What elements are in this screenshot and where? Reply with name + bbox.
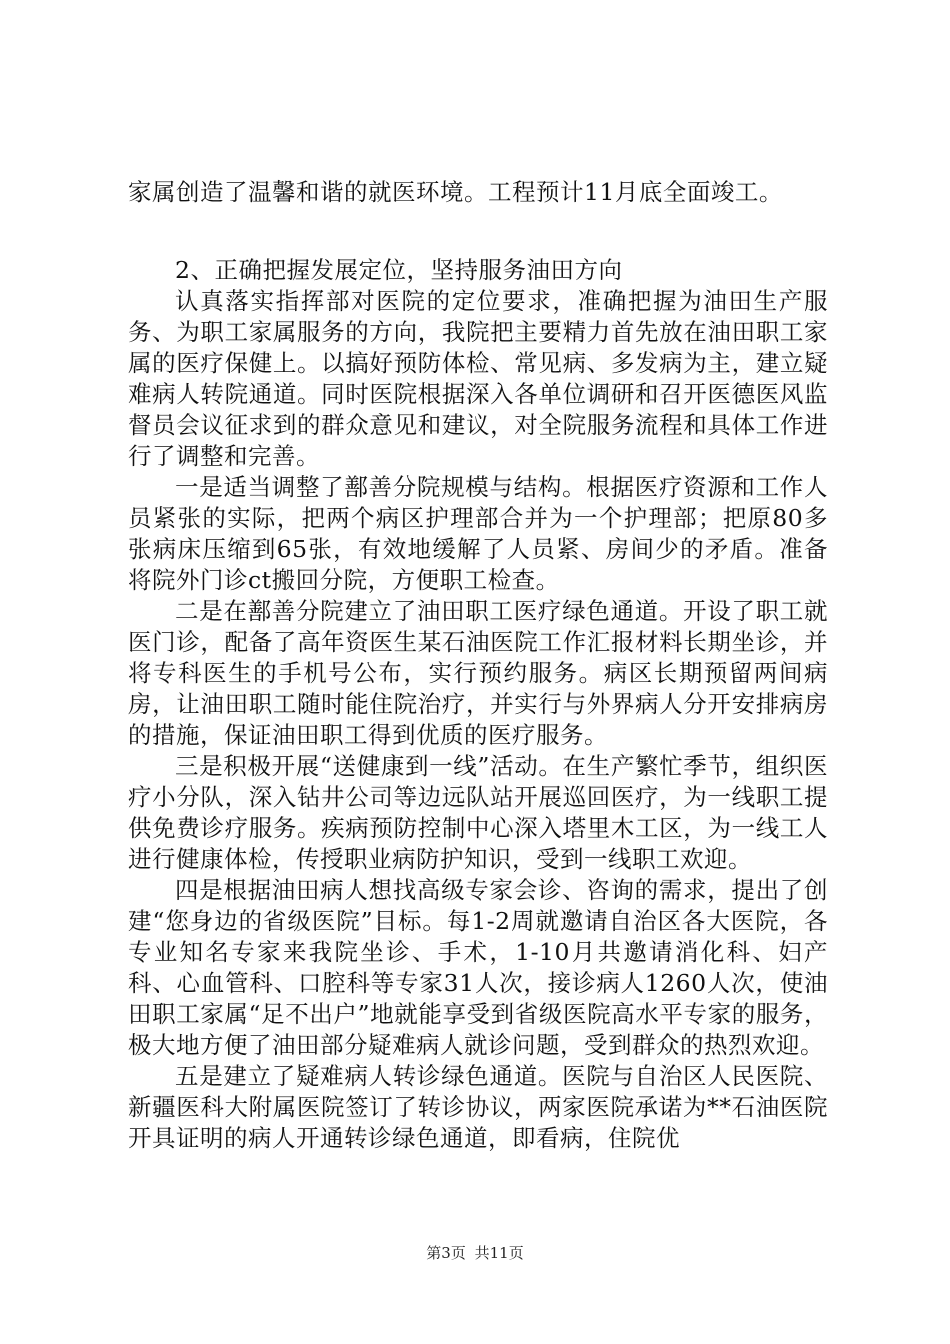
continuation-paragraph: 家属创造了温馨和谐的就医环境。工程预计11月底全面竣工。 <box>128 178 783 206</box>
continuation-text-block <box>128 177 828 208</box>
body-paragraph: 二是在鄯善分院建立了油田职工医疗绿色通道。开设了职工就医门诊，配备了高年资医生某石油医院工作汇报材料长期坐诊，并将专科医生的手机号公布，实行预约服务。病区长期预留两间病房，让油田职工随时能住院治疗，并实行与外界病人分开安排病房的措施，保证油田职工得到优质的医疗服务。 <box>128 597 828 749</box>
body-paragraph: 认真落实指挥部对医院的定位要求，准确把握为油田生产服务、为职工家属服务的方向，我院把主要精力首先放在油田职工家属的医疗保健上。以搞好预防体检、常见病、多发病为主，建立疑难病人转院通道。同时医院根据深入各单位调研和召开医德医风监督员会议征求到的群众意见和建议，对全院服务流程和具体工作进行了调整和完善。 <box>128 287 828 470</box>
main-body-text <box>128 255 828 1154</box>
body-paragraph: 三是积极开展“送健康到一线”活动。在生产繁忙季节，组织医疗小分队，深入钻井公司等边远队站开展巡回医疗，为一线职工提供免费诊疗服务。疾病预防控制中心深入塔里木工区，为一线工人进行健康体检，传授职业病防护知识，受到一线职工欢迎。 <box>128 752 828 873</box>
page-number: 第3页 <box>426 1244 466 1262</box>
page-footer <box>0 1243 950 1263</box>
body-paragraph: 一是适当调整了鄯善分院规模与结构。根据医疗资源和工作人员紧张的实际，把两个病区护理部合并为一个护理部；把原80多张病床压缩到65张，有效地缓解了人员紧、房间少的矛盾。准备将院外门诊ct搬回分院，方便职工检查。 <box>128 473 828 594</box>
page-total: 共11页 <box>474 1244 524 1262</box>
body-paragraph: 五是建立了疑难病人转诊绿色通道。医院与自治区人民医院、新疆医科大附属医院签订了转诊协议，两家医院承诺为**石油医院开具证明的病人开通转诊绿色通道，即看病，住院优 <box>128 1062 828 1152</box>
section-heading: 2、正确把握发展定位，坚持服务油田方向 <box>175 256 623 284</box>
body-paragraph: 四是根据油田病人想找高级专家会诊、咨询的需求，提出了创建“您身边的省级医院”目标。每1-2周就邀请自治区各大医院，各专业知名专家来我院坐诊、手术，1-10月共邀请消化科、妇产科、心血管科、口腔科等专家31人次，接诊病人1260人次，使油田职工家属“足不出户”地就能享受到省级医院高水平专家的服务，极大地方便了油田部分疑难病人就诊问题，受到群众的热烈欢迎。 <box>128 876 828 1059</box>
